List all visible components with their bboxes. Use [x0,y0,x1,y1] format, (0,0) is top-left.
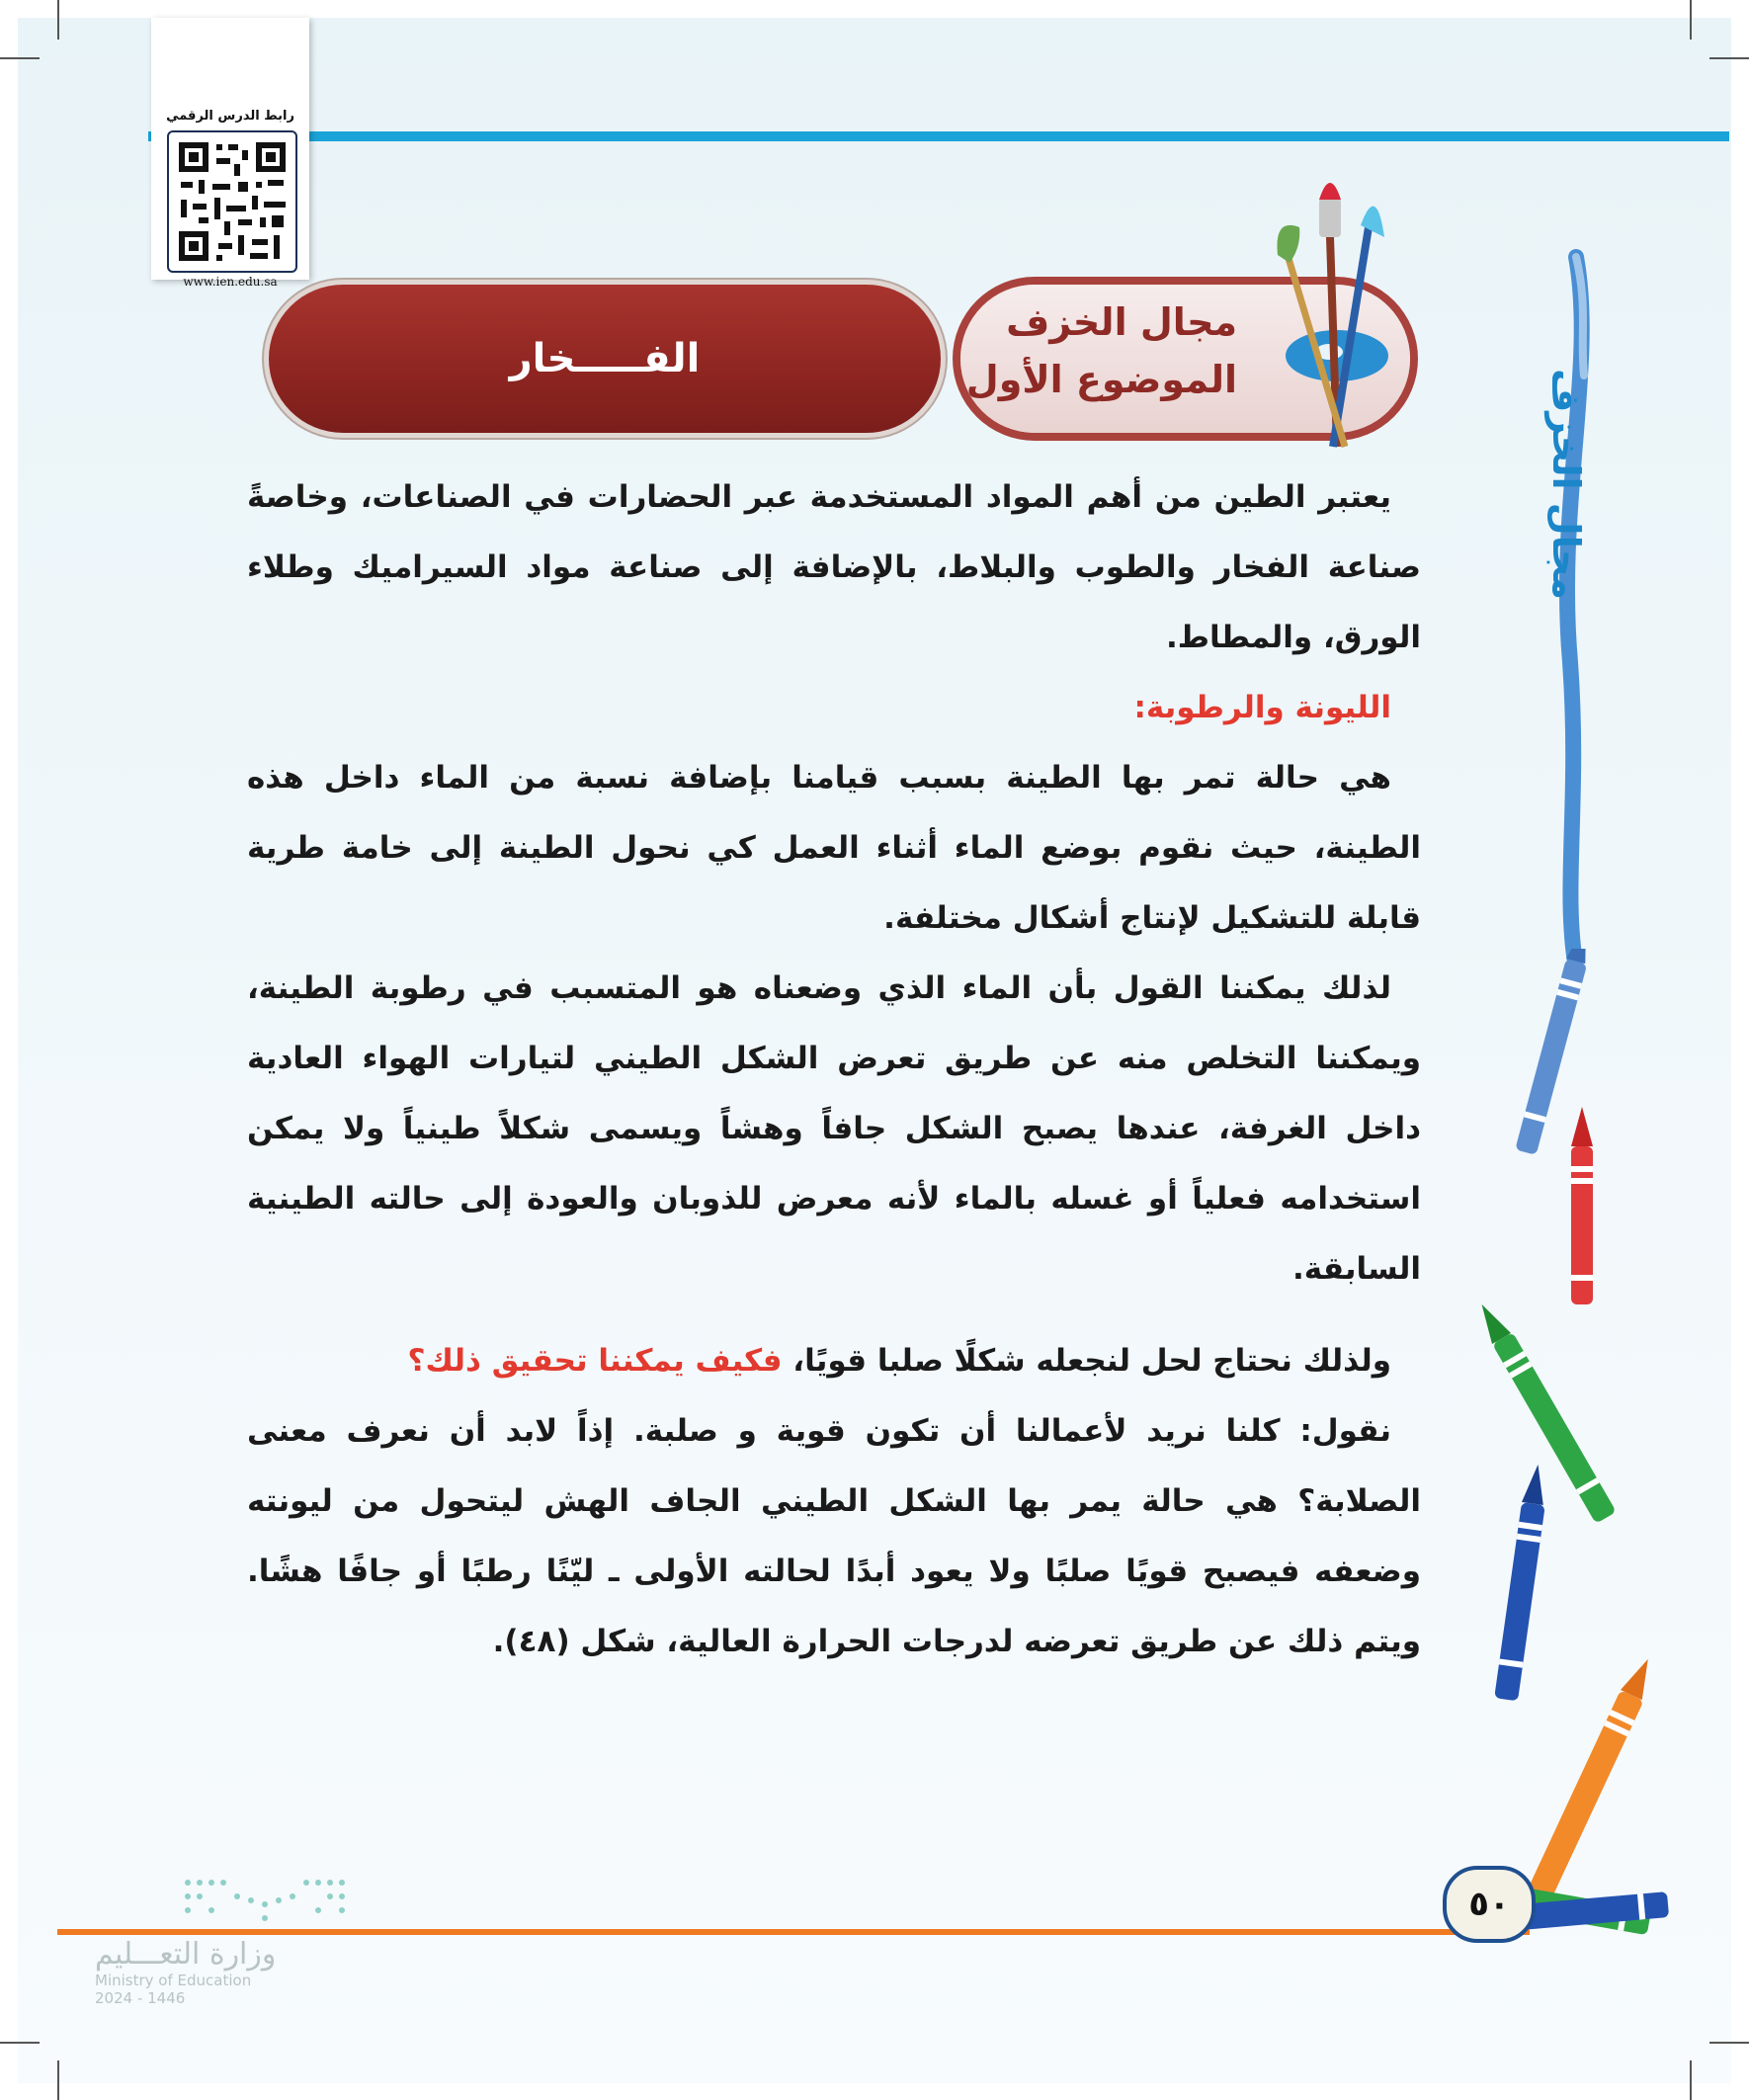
side-subject-label [1537,356,1596,613]
crop-mark [57,0,59,40]
subject-field-label: مجال الخزف [1006,300,1237,344]
crop-mark [1709,2042,1749,2044]
lesson-title-banner [269,285,941,433]
ministry-logo [95,1937,332,2007]
paragraph-intro: يعتبر الطين من أهم المواد المستخدمة عبر الحضارات في الصناعات، وخاصةً صناعة الفخار والطوب والبلاط، بالإضافة إلى صناعة مواد السيراميك وطلاء الورق، والمطاط. [247,479,1421,655]
crop-mark [0,57,40,59]
lesson-title: الفـــــخار [509,336,701,381]
qr-card[interactable] [151,18,309,289]
ministry-logo-icon [178,1873,356,1932]
qr-url[interactable]: www.ien.edu.sa [183,275,278,289]
lesson-body [247,462,1421,1677]
crop-mark [0,2042,40,2044]
qr-code-icon [169,132,295,271]
question-highlight: فكيف يمكننا تحقيق ذلك؟ [407,1343,783,1379]
page-number: ٥٠ [1443,1866,1536,1943]
crop-mark [1690,2060,1692,2100]
question-lead-text: ولذلك نحتاج لحل لنجعله شكلًا صلبا قويًا، [782,1343,1391,1379]
paragraph-hardness: نقول: كلنا نريد لأعمالنا أن تكون قوية و صلبة. إذاً لابد أن نعرف معنى الصلابة؟ هي حالة يمر بها الشكل الطيني الجاف الهش ليتحول من ليونته وضعفه فيصبح قويًا صلبًا ولا يعود أبدًا لحالته الأولى ـ ليّنًا رطبًا أو جافًا هشًا. ويتم ذلك عن طريق تعرضه لدرجات الحرارة العالية، شكل (٤٨). [247,1413,1421,1659]
ministry-arabic: وزارة التعـــليم [95,1937,277,1972]
paragraph-question [247,1326,1421,1396]
crop-mark [57,2060,59,2100]
section-heading-plasticity: الليونة والرطوبة: [1133,690,1391,725]
crop-mark [1690,0,1692,40]
qr-label: رابط الدرس الرقمي [166,109,294,124]
paragraph-drying: لذلك يمكننا القول بأن الماء الذي وضعناه هو المتسبب في رطوبة الطينة، ويمكننا التخلص منه عن طريق تعرض الشكل الطيني لتيارات الهواء العادية داخل الغرفة، عندها يصبح الشكل جافاً وهشاً ويسمى شكلاً طينياً ولا يمكن استخدامه فعلياً أو غسله بالماء لأنه معرض للذوبان والعودة إلى حالته الطينية السابقة. [247,970,1421,1287]
top-rule [148,131,1729,141]
ministry-english: Ministry of Education [95,1972,252,1989]
paintbrushes-icon [1260,168,1418,455]
crop-mark [1709,57,1749,59]
ministry-year: 2024 - 1446 [95,1989,186,2007]
qr-code[interactable] [167,130,297,273]
paragraph-plasticity: هي حالة تمر بها الطينة بسبب قيامنا بإضافة نسبة من الماء داخل هذه الطينة، حيث نقوم بوضع الماء أثناء العمل كي نحول الطينة إلى خامة طرية قابلة للتشكيل لإنتاج أشكال مختلفة. [247,760,1421,936]
side-subject-text: مجال الخزف [1544,369,1589,600]
crayons-decoration [1472,949,1670,1957]
topic-number-label: الموضوع الأول [965,358,1237,401]
